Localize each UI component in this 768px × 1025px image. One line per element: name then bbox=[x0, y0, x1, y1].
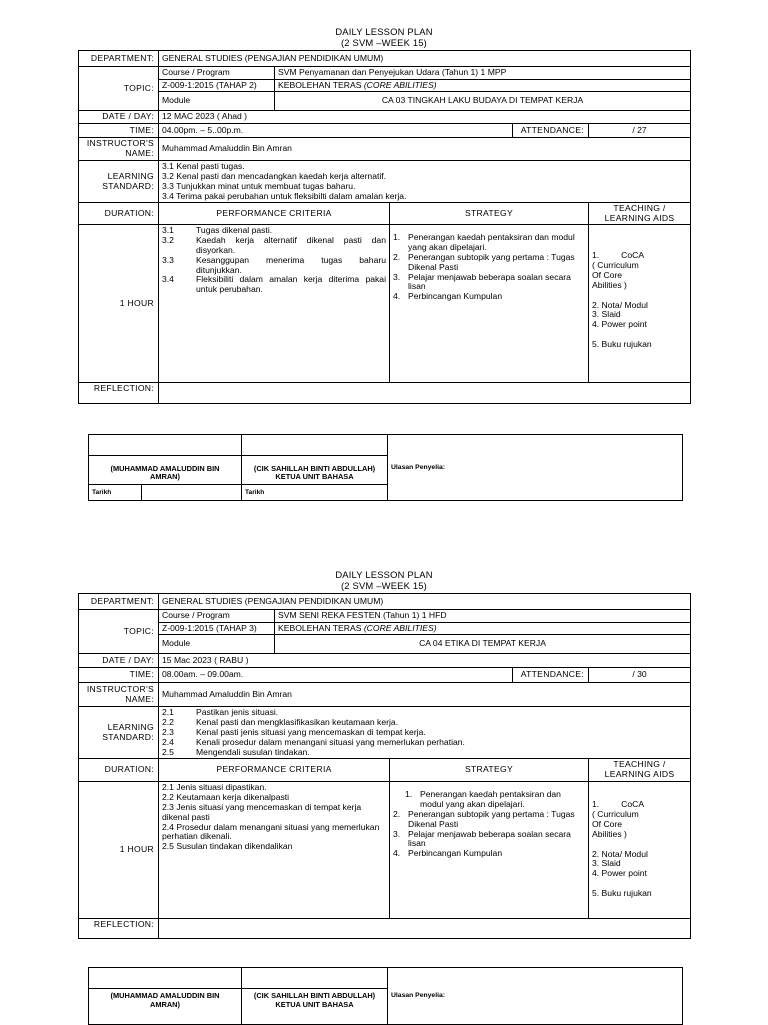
signature-name-l2: KETUA UNIT BAHASA bbox=[275, 999, 354, 1009]
instructor-name: Muhammad Amaluddin Bin Amran bbox=[159, 683, 691, 707]
aid-coca-text: CoCA bbox=[621, 250, 645, 260]
list-item bbox=[162, 236, 386, 256]
core-abilities-text: (CORE ABILITIES) bbox=[363, 622, 437, 633]
aid-of-core: Of Core bbox=[592, 818, 623, 829]
aid-buku: 5. Buku rujukan bbox=[592, 339, 652, 350]
strategy-header: STRATEGY bbox=[390, 759, 589, 782]
list-item bbox=[162, 275, 386, 295]
list-item bbox=[393, 253, 585, 273]
plan-2-table bbox=[78, 593, 691, 939]
instructor-signature-name bbox=[89, 989, 242, 1025]
duration-value: 1 HOUR bbox=[79, 782, 159, 919]
kebolehan-teras bbox=[275, 623, 691, 635]
list-item bbox=[393, 273, 585, 293]
aid-abilities: Abilities ) bbox=[592, 828, 627, 839]
aids-header-l1: TEACHING / bbox=[613, 759, 666, 770]
signature-name-l1: (MUHAMMAD AMALUDDIN BIN bbox=[110, 463, 220, 473]
criteria-text: Kesanggupan menerima tugas baharu ditunjukkan. bbox=[196, 254, 386, 275]
instructor-label-l2: NAME: bbox=[125, 148, 154, 158]
module-label: Module bbox=[159, 635, 275, 654]
performance-criteria-list bbox=[159, 225, 390, 383]
aid-buku: 5. Buku rujukan bbox=[592, 888, 652, 899]
aid-nota: 2. Nota/ Modul bbox=[592, 299, 648, 310]
head-signature-name bbox=[242, 989, 388, 1025]
instructor-name: Muhammad Amaluddin Bin Amran bbox=[159, 138, 691, 161]
reflection-value bbox=[159, 919, 691, 939]
topic-label: TOPIC: bbox=[79, 67, 159, 111]
module-label: Module bbox=[159, 92, 275, 111]
performance-criteria-list bbox=[159, 782, 390, 919]
aid-curriculum: ( Curriculum bbox=[592, 808, 639, 819]
plan-title-line1: DAILY LESSON PLAN bbox=[335, 569, 433, 580]
signature-name-l1: (CIK SAHILLAH BINTI ABDULLAH) bbox=[253, 991, 376, 1000]
signature-box-head bbox=[242, 968, 388, 989]
aids-header-l1: TEACHING / bbox=[613, 202, 666, 213]
duration-value: 1 HOUR bbox=[79, 225, 159, 383]
aid-number: 1. bbox=[592, 250, 600, 260]
attendance-value: / 27 bbox=[589, 124, 691, 138]
department-value: GENERAL STUDIES (PENGAJIAN PENDIDIKAN UMUM) bbox=[159, 51, 691, 67]
learning-label-l1: LEARNING bbox=[107, 170, 154, 181]
aids-header bbox=[589, 203, 691, 225]
course-value: SVM Penyamanan dan Penyejukan Udara (Tahun 1) 1 MPP bbox=[275, 67, 691, 80]
plan-title-line2: (2 SVM –WEEK 15) bbox=[340, 37, 428, 48]
signature-name-l2: KETUA UNIT BAHASA bbox=[275, 472, 354, 482]
ulasan-penyelia: Ulasan Penyelia: bbox=[388, 435, 683, 501]
strategy-number: 1. bbox=[405, 789, 413, 799]
list-item: 3.4 Terima pakai perubahan untuk fleksibilti dalam amalan kerja. bbox=[162, 190, 407, 201]
time-value: 04.00pm. – 5..00p.m. bbox=[159, 124, 513, 138]
aids-list bbox=[589, 782, 691, 919]
signature-name-l2: AMRAN) bbox=[150, 472, 180, 482]
instructor-label-l1: INSTRUCTOR'S bbox=[86, 138, 154, 149]
course-label: Course / Program bbox=[159, 67, 275, 80]
list-item: 2.4 Prosedur dalam menangani situasi yang memerlukan perhatian dikenali. bbox=[162, 821, 380, 842]
list-item bbox=[393, 849, 585, 859]
criteria-number: 3.4 bbox=[162, 274, 174, 285]
strategy-number: 1. bbox=[393, 232, 401, 242]
instructor-label-l1: INSTRUCTOR'S bbox=[86, 683, 154, 694]
ulasan-penyelia: Ulasan Penyelia: bbox=[388, 968, 683, 1025]
standard-number: 2.5 bbox=[162, 746, 174, 757]
list-item bbox=[393, 830, 585, 850]
list-item: 2.3 Jenis situasi yang mencemaskan di tempat kerja dikenal pasti bbox=[162, 801, 362, 822]
learning-standard-list bbox=[159, 161, 691, 203]
list-item: 3.3 Tunjukkan minat untuk membuat tugas baharu. bbox=[162, 180, 356, 191]
list-item bbox=[162, 748, 687, 758]
signature-name-l1: (CIK SAHILLAH BINTI ABDULLAH) bbox=[253, 463, 376, 473]
standard-text: Kenal pasti jenis situasi yang mencemaskan di tempat kerja. bbox=[196, 726, 426, 737]
strategy-text: Perbincangan Kumpulan bbox=[408, 291, 503, 302]
criteria-number: 3.3 bbox=[162, 254, 174, 265]
strategy-text: Penerangan subtopik yang pertama : Tugas Dikenal Pasti bbox=[408, 808, 575, 829]
aid-nota: 2. Nota/ Modul bbox=[592, 848, 648, 859]
plan-1-title bbox=[0, 26, 768, 48]
aids-list bbox=[589, 225, 691, 383]
course-label: Course / Program bbox=[159, 610, 275, 623]
aid-power-point: 4. Power point bbox=[592, 868, 647, 879]
date-label: DATE / DAY: bbox=[79, 654, 159, 668]
date-label: DATE / DAY: bbox=[79, 111, 159, 124]
strategy-text: Penerangan kaedah pentaksiran dan modul yang akan dipelajari. bbox=[408, 232, 575, 252]
module-value: CA 03 TINGKAH LAKU BUDAYA DI TEMPAT KERJA bbox=[275, 92, 691, 111]
criteria-number: 3.1 bbox=[162, 225, 174, 235]
plan-2-title bbox=[0, 569, 768, 591]
plan-1-table bbox=[78, 50, 691, 404]
signature-name-l1: (MUHAMMAD AMALUDDIN BIN bbox=[110, 991, 220, 1000]
learning-label-l1: LEARNING bbox=[107, 721, 154, 732]
department-label: DEPARTMENT: bbox=[79, 594, 159, 610]
list-item: 3.2 Kenal pasti dan mencadangkan kaedah kerja alternatif. bbox=[162, 170, 387, 181]
list-item bbox=[393, 292, 585, 302]
criteria-number: 3.2 bbox=[162, 234, 174, 245]
signature-box-instructor bbox=[89, 435, 242, 456]
attendance-value: / 30 bbox=[589, 668, 691, 683]
date-value: 12 MAC 2023 ( Ahad ) bbox=[159, 111, 691, 124]
reflection-label: REFLECTION: bbox=[79, 919, 159, 939]
standard-text: Kenali prosedur dalam menangani situasi yang memerlukan perhatian. bbox=[196, 736, 465, 747]
time-label: TIME: bbox=[79, 668, 159, 683]
list-item bbox=[162, 256, 386, 276]
strategy-list bbox=[390, 225, 589, 383]
aid-curriculum: ( Curriculum bbox=[592, 259, 639, 270]
plan-title-line1: DAILY LESSON PLAN bbox=[335, 26, 433, 37]
criteria-text: Kaedah kerja alternatif dikenal pasti dan disyorkan. bbox=[196, 234, 386, 255]
strategy-text: Penerangan kaedah pentaksiran dan modul yang akan dipelajari. bbox=[420, 789, 561, 809]
list-item: 2.1 Jenis situasi dipastikan. bbox=[162, 782, 267, 792]
tarikh-field bbox=[142, 485, 242, 501]
plan-1-signature bbox=[88, 434, 683, 501]
standard-number: 2.2 bbox=[162, 716, 174, 727]
standard-text: Kenal pasti dan mengklasifikasikan keutamaan kerja. bbox=[196, 716, 399, 727]
attendance-label: ATTENDANCE: bbox=[513, 668, 589, 683]
attendance-label: ATTENDANCE: bbox=[513, 124, 589, 138]
department-value: GENERAL STUDIES (PENGAJIAN PENDIDIKAN UMUM) bbox=[159, 594, 691, 610]
plan-2-signature bbox=[88, 967, 683, 1025]
list-item: 3.1 Kenal pasti tugas. bbox=[162, 161, 245, 171]
strategy-text: Pelajar menjawab beberapa soalan secara lisan bbox=[408, 828, 571, 849]
reflection-value bbox=[159, 383, 691, 404]
instructor-label-l2: NAME: bbox=[125, 693, 154, 704]
instructor-label bbox=[79, 683, 159, 707]
course-value: SVM SENI REKA FESTEN (Tahun 1) 1 HFD bbox=[275, 610, 691, 623]
list-item bbox=[393, 810, 585, 830]
learning-label-l2: STANDARD: bbox=[102, 731, 154, 742]
aid-slaid: 3. Slaid bbox=[592, 858, 621, 869]
standard-code: Z-009-1:2015 (TAHAP 3) bbox=[159, 623, 275, 635]
aids-header-l2: LEARNING AIDS bbox=[604, 769, 675, 779]
signature-name-l2: AMRAN) bbox=[150, 999, 180, 1009]
strategy-text: Perbincangan Kumpulan bbox=[408, 848, 503, 859]
performance-criteria-header: PERFORMANCE CRITERIA bbox=[159, 203, 390, 225]
aid-of-core: Of Core bbox=[592, 269, 623, 280]
learning-label-l2: STANDARD: bbox=[102, 180, 154, 191]
strategy-text: Pelajar menjawab beberapa soalan secara lisan bbox=[408, 271, 571, 292]
list-item: 2.2 Keutamaan kerja dikenalpasti bbox=[162, 791, 290, 802]
standard-text: Mengendali susulan tindakan. bbox=[196, 746, 310, 757]
learning-standard-label bbox=[79, 707, 159, 759]
plan-title-line2: (2 SVM –WEEK 15) bbox=[340, 580, 428, 591]
aid-power-point: 4. Power point bbox=[592, 319, 647, 330]
signature-box-head bbox=[242, 435, 388, 456]
aid-slaid: 3. Slaid bbox=[592, 309, 621, 320]
time-label: TIME: bbox=[79, 124, 159, 138]
list-item bbox=[393, 790, 585, 810]
topic-label: TOPIC: bbox=[79, 610, 159, 654]
kebolehan-text: KEBOLEHAN TERAS bbox=[278, 622, 364, 633]
tarikh-label-head: Tarikh bbox=[242, 485, 388, 501]
duration-label: DURATION: bbox=[79, 203, 159, 225]
learning-standard-list bbox=[159, 707, 691, 759]
strategy-number: 2. bbox=[393, 251, 401, 262]
reflection-label: REFLECTION: bbox=[79, 383, 159, 404]
performance-criteria-header: PERFORMANCE CRITERIA bbox=[159, 759, 390, 782]
strategy-number: 3. bbox=[393, 828, 401, 839]
instructor-signature-name bbox=[89, 456, 242, 485]
strategy-number: 3. bbox=[393, 271, 401, 282]
criteria-text: Tugas dikenal pasti. bbox=[196, 225, 273, 235]
module-value: CA 04 ETIKA DI TEMPAT KERJA bbox=[275, 635, 691, 654]
kebolehan-teras bbox=[275, 80, 691, 92]
standard-number: 2.3 bbox=[162, 726, 174, 737]
department-label: DEPARTMENT: bbox=[79, 51, 159, 67]
kebolehan-text: KEBOLEHAN TERAS bbox=[278, 79, 364, 90]
head-signature-name bbox=[242, 456, 388, 485]
instructor-label bbox=[79, 138, 159, 161]
core-abilities-text: (CORE ABILITIES) bbox=[363, 79, 437, 90]
standard-text: Pastikan jenis situasi. bbox=[196, 707, 279, 717]
list-item bbox=[393, 233, 585, 253]
list-item: 2.5 Susulan tindakan dikendalikan bbox=[162, 841, 293, 852]
time-value: 08.00am. – 09.00am. bbox=[159, 668, 513, 683]
date-value: 15 Mac 2023 ( RABU ) bbox=[159, 654, 691, 668]
tarikh-label: Tarikh bbox=[89, 485, 142, 501]
aids-header-l2: LEARNING AIDS bbox=[604, 212, 675, 223]
standard-code: Z-009-1:2015 (TAHAP 2) bbox=[159, 80, 275, 92]
strategy-list bbox=[390, 782, 589, 919]
learning-standard-label bbox=[79, 161, 159, 203]
signature-box-instructor bbox=[89, 968, 242, 989]
strategy-header: STRATEGY bbox=[390, 203, 589, 225]
aid-coca-text: CoCA bbox=[621, 799, 645, 809]
aid-abilities: Abilities ) bbox=[592, 279, 627, 290]
strategy-number: 4. bbox=[393, 291, 401, 302]
strategy-number: 4. bbox=[393, 848, 401, 859]
strategy-text: Penerangan subtopik yang pertama : Tugas Dikenal Pasti bbox=[408, 251, 575, 272]
criteria-text: Fleksibiliti dalam amalan kerja diterima pakai untuk perubahan. bbox=[196, 274, 386, 295]
strategy-number: 2. bbox=[393, 808, 401, 819]
aid-number: 1. bbox=[592, 799, 600, 809]
duration-label: DURATION: bbox=[79, 759, 159, 782]
standard-number: 2.4 bbox=[162, 736, 174, 747]
standard-number: 2.1 bbox=[162, 707, 174, 717]
aids-header bbox=[589, 759, 691, 782]
